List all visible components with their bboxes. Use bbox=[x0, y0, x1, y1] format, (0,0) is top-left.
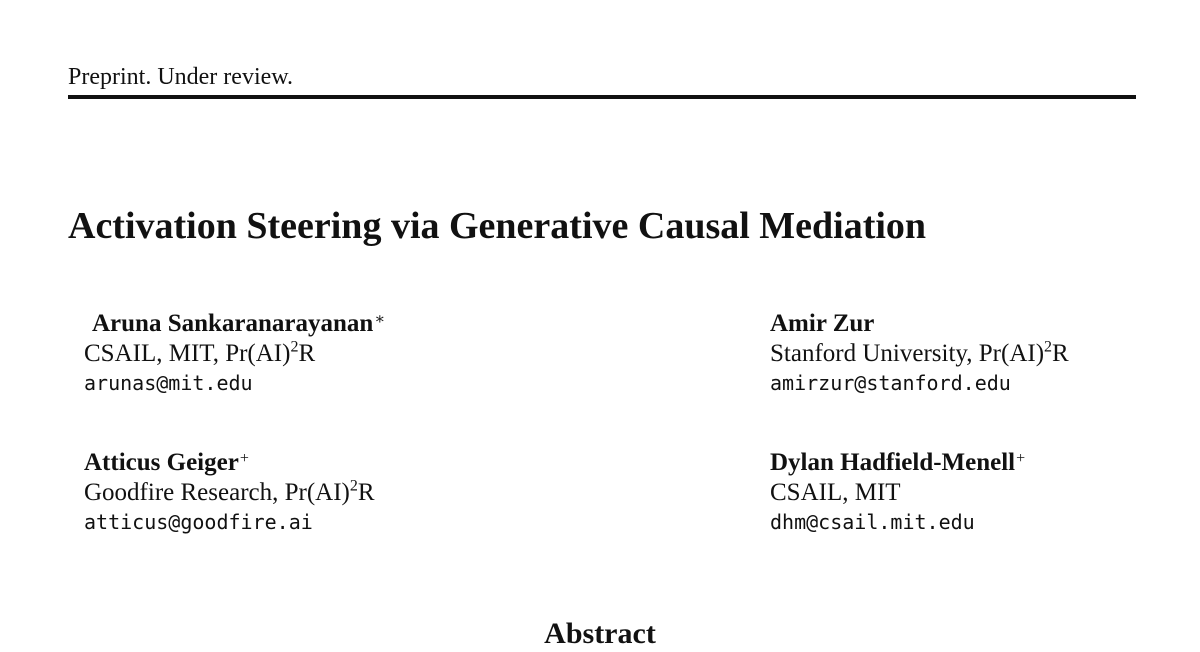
author-affiliation: CSAIL, MIT, Pr(AI)$^2$R bbox=[84, 338, 316, 367]
author-block-hadfield-menell bbox=[770, 448, 1025, 536]
author-name: Dylan Hadfield-Menell+ bbox=[770, 449, 1026, 476]
author-email[interactable]: dhm@csail.mit.edu bbox=[770, 510, 975, 534]
author-affiliation: Stanford University, Pr(AI)$^2$R bbox=[770, 338, 1069, 367]
author-footnote-mark: + bbox=[239, 450, 249, 467]
author-name: Aruna Sankaranarayanan∗ bbox=[92, 310, 386, 337]
preprint-notice: Preprint. Under review. bbox=[68, 64, 294, 90]
author-email[interactable]: atticus@goodfire.ai bbox=[84, 510, 313, 534]
paper-title: Activation Steering via Generative Causal Mediation bbox=[68, 205, 927, 247]
author-block-zur bbox=[770, 309, 1069, 397]
author-name: Atticus Geiger+ bbox=[84, 449, 249, 476]
header-rule bbox=[68, 95, 1136, 99]
author-block-geiger bbox=[84, 448, 375, 536]
author-affiliation: Goodfire Research, Pr(AI)$^2$R bbox=[84, 477, 375, 506]
author-email[interactable]: arunas@mit.edu bbox=[84, 371, 253, 395]
author-name: Amir Zur bbox=[770, 310, 875, 337]
author-footnote-mark: + bbox=[1016, 450, 1026, 467]
author-block-sankaranarayanan bbox=[84, 309, 385, 397]
author-footnote-mark: ∗ bbox=[374, 311, 386, 328]
author-email[interactable]: amirzur@stanford.edu bbox=[770, 371, 1011, 395]
author-affiliation: CSAIL, MIT bbox=[770, 479, 901, 506]
abstract-heading: Abstract bbox=[544, 617, 656, 650]
